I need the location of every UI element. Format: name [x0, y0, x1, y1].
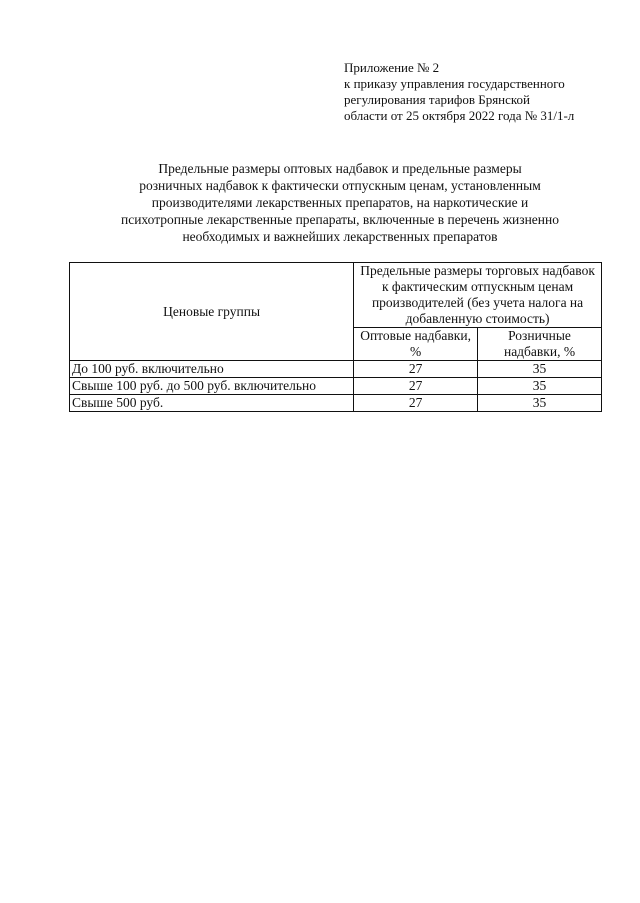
retail-value-cell: 35: [478, 378, 602, 395]
title-line: розничных надбавок к фактически отпускным ценам, установленным: [139, 178, 541, 193]
retail-value-cell: 35: [478, 361, 602, 378]
table-row: [70, 395, 602, 412]
retail-markup-header: Розничные надбавки, %: [478, 328, 602, 361]
wholesale-value-cell: 27: [354, 361, 478, 378]
title-line: необходимых и важнейших лекарственных препаратов: [182, 229, 498, 244]
wholesale-value-cell: 27: [354, 395, 478, 412]
appendix-header: [344, 60, 624, 124]
table-row: [70, 361, 602, 378]
retail-value-cell: 35: [478, 395, 602, 412]
appendix-line: к приказу управления государственного: [344, 76, 565, 91]
markup-limits-header: Предельные размеры торговых надбавок к фактическим отпускным ценам производителей (без учета налога на добавленную стоимость): [354, 263, 602, 328]
table-header-row: [70, 263, 602, 328]
wholesale-value-cell: 27: [354, 378, 478, 395]
wholesale-markup-header: Оптовые надбавки, %: [354, 328, 478, 361]
document-title: [80, 160, 600, 245]
price-group-cell: До 100 руб. включительно: [70, 361, 354, 378]
table-row: [70, 378, 602, 395]
markups-table: [69, 262, 602, 412]
price-group-cell: Свыше 100 руб. до 500 руб. включительно: [70, 378, 354, 395]
appendix-line: Приложение № 2: [344, 60, 440, 75]
title-line: Предельные размеры оптовых надбавок и предельные размеры: [158, 161, 522, 176]
price-group-cell: Свыше 500 руб.: [70, 395, 354, 412]
price-groups-header: Ценовые группы: [70, 263, 354, 361]
title-line: психотропные лекарственные препараты, включенные в перечень жизненно: [120, 212, 559, 227]
appendix-line: области от 25 октября 2022 года № 31/1-л: [344, 108, 575, 123]
title-line: производителями лекарственных препаратов, на наркотические и: [151, 195, 529, 210]
appendix-line: регулирования тарифов Брянской: [344, 92, 531, 107]
